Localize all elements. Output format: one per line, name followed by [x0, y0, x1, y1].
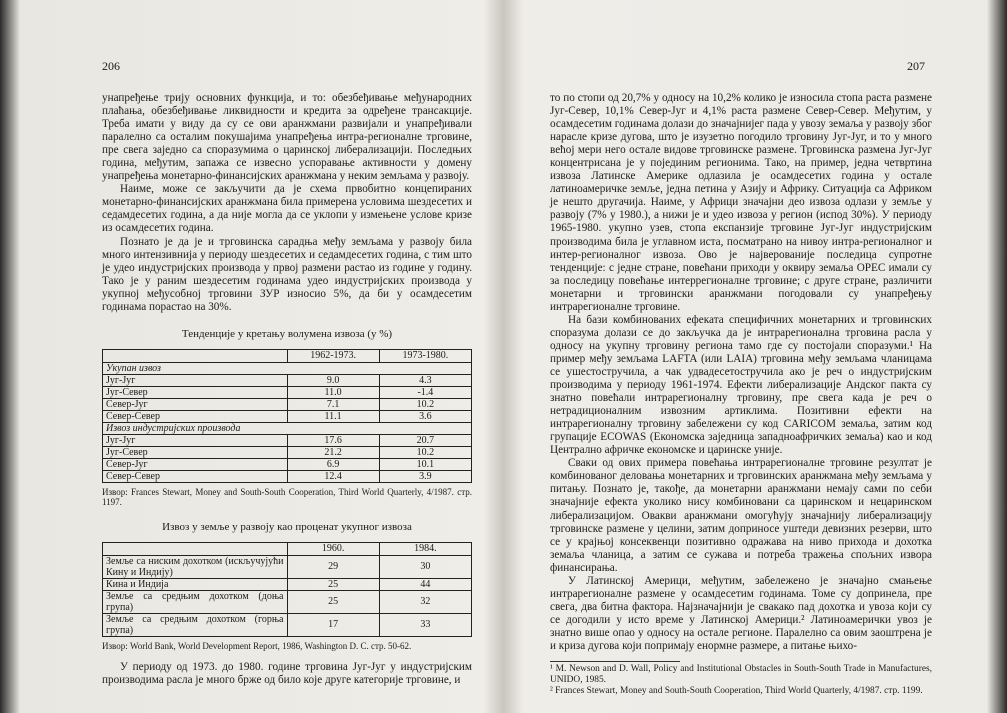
table-cell: 30 — [379, 555, 471, 578]
table-header — [103, 349, 288, 362]
table-cell: 21.2 — [287, 446, 379, 458]
table-group-label: Извоз индустријских производа — [103, 422, 472, 434]
table-row — [103, 578, 472, 590]
table-cell: 17 — [287, 613, 379, 636]
paragraph: унапређење трију основних функција, и то: обезбеђивање међународних плаћања, обезбеђивање ликвидности и кредита за одређене трансакције. Треба имати у виду да су се ови аранжмани развијали и унапређивали паралелно са осталим покушајима унапређења интра-регионалне трговине, пре свега заједно са споразумима о царинској либерализацији. Последњих година, међутим, запажа се извесно успоравање активности у домену унапређења монетарно-финансијских аранжмана у неким земљама у развоју. — [102, 92, 472, 183]
table-row — [103, 374, 472, 386]
footnote: ² Frances Stewart, Money and South-South Cooperation, Third World Quarterly, 4/1987. стр. 1199. — [550, 686, 923, 697]
table-cell: Југ-Север — [103, 386, 288, 398]
table-cell: Север-Север — [103, 470, 288, 482]
table-row — [103, 555, 472, 578]
right-page-body — [550, 92, 932, 697]
table-row — [103, 410, 472, 422]
table-row — [103, 470, 472, 482]
table-cell: Кина и Индија — [103, 578, 288, 590]
table-cell: 10.2 — [379, 398, 471, 410]
page-number: 206 — [102, 59, 120, 73]
table-header — [103, 542, 288, 555]
table-row — [103, 590, 472, 613]
table-cell: 25 — [287, 590, 379, 613]
table-cell: 12.4 — [287, 470, 379, 482]
paragraph: У Латинској Америци, међутим, забележено је значајно смањење интрарегионалне размене у осамдесетим годинама. Томе су допринела, пре свега, два битна фактора. Најзначајнији је свакако пад дохотка и увоза који су се догодили у исто време у Латинској Америци.² Латиноамерички увоз је знатно више опао у односу на остале регионе. Паралелно са овим заоштрена је и криза дугова који попримају енормне размере, а питање њихо- — [550, 574, 932, 652]
paragraph: Познато је да је и трговинска сарадња међу земљама у развоју била много интензивнија у периоду шездесетих и седамдесетих година, с тим што је удео индустријских производа у првој размени растао из године у годину. Тако је у раним шездесетим годинама удео индустријских производа у укупној међусобној трговини ЗУР износио 5%, да би у осамдесетим годинама порастао на 30%. — [102, 235, 472, 313]
table-cell: Земље са средњим дохотком (горња група) — [103, 613, 288, 636]
table-cell: Земље са ниским дохотком (искључујући Кину и Индију) — [103, 555, 288, 578]
table-cell: 4.3 — [379, 374, 471, 386]
table-cell: 11.0 — [287, 386, 379, 398]
table-cell: 17.6 — [287, 434, 379, 446]
table-cell: 10.2 — [379, 446, 471, 458]
table-cell: 20.7 — [379, 434, 471, 446]
footnote-separator — [550, 661, 680, 662]
table-title: Извоз у земље у развоју као проценат укупног извоза — [162, 520, 412, 533]
table-cell: Југ-Југ — [103, 374, 288, 386]
footnote: ¹ M. Newson and D. Wall, Policy and Institutional Obstacles in South-South Trade in Manufactures, UNIDO, 1985. — [550, 664, 932, 686]
table-source: Извор: World Bank, World Development Report, 1986, Washington D. C. стр. 50-62. — [102, 640, 412, 651]
table-cell: Север-Југ — [103, 458, 288, 470]
table-row — [103, 398, 472, 410]
table-cell: Земље са средњим дохотком (доња група) — [103, 590, 288, 613]
table-cell: 10.1 — [379, 458, 471, 470]
table-header: 1973-1980. — [379, 349, 471, 362]
page-number: 207 — [907, 59, 925, 73]
table-cell: Југ-Југ — [103, 434, 288, 446]
table-cell: Југ-Север — [103, 446, 288, 458]
table-row — [103, 446, 472, 458]
paragraph: Наиме, може се закључити да је схема првобитно концепираних монетарно-финансијских аранжмана била примерена условима шездесетих и седамдесетих година, а да није могла да се уклопи у измењене услове кризе из осамдесетих година. — [102, 183, 472, 235]
table-cell: 3.9 — [379, 470, 471, 482]
right-page — [510, 0, 992, 713]
left-page — [14, 0, 492, 713]
paragraph: На бази комбинованих ефеката специфичних монетарних и трговинских споразума долази се до закључка да је интрарегионална трговина расла у односу на укупну трговину региона тамо где су постојали споразуми.¹ На пример међу земљама LAFTA (или LAIA) трговина међу земљама чланицама се ушестостручила, а чак удвадесетостручила ако је реч о индустријским производима у периоду 1961-1974. Ефекти либерализације Андског пакта су знатно повећали интрарегионалну трговину, пре свега када је реч о нетрадиционалним извозним артиклима. Позитивни ефекти на интрарегионалну трговину забележени су код CARICOM земаља, затим код групације ECOWAS (Економска заједница западноафричких земаља) као и код Централно афричке економске и царинске уније. — [550, 313, 932, 457]
table-header: 1960. — [287, 542, 379, 555]
table-cell: 7.1 — [287, 398, 379, 410]
table-title: Тенденције у кретању волумена извоза (у %) — [181, 327, 393, 340]
table-cell: 44 — [379, 578, 471, 590]
table-cell: 33 — [379, 613, 471, 636]
export-volume-table — [102, 349, 472, 483]
export-share-table — [102, 542, 472, 637]
table-header: 1962-1973. — [287, 349, 379, 362]
table-row — [103, 434, 472, 446]
table-group-label: Укупан извоз — [103, 362, 472, 374]
paragraph: то по стопи од 20,7% у односу на 10,2% колико је износила стопа раста размене Југ-Север, 10,1% Север-Југ и 4,1% раста размене Север-Север. Међутим, у осамдесетим годинама долази до значајнијег пада у увозу земаља у развоју због нарасле кризе дугова, што је изузетно погодило трговину Југ-Југ, и то у много већој мери него остале видове трговинске размене. Трговинска размена Југ-Југ концентрисана је у појединим регионима. Тако, на пример, једна четвртина извоза Латинске Америке одлазила је осамдесетих година у остале латиноамеричке земље, једна петина у Азију и Африку. Ситуација са Африком је нешто другачија. Наиме, у Африци значајни део извоза одлази у земље у развоју (7% у 1980.), а нижи је и удео извоза у регион (испод 30%). У периоду 1965-1980. укупно узев, стопа експанзије трговине Југ-Југ индустријским производима била је углавном иста, посматрано на нивоу интра-регионалног и интер-регионалног извоза. Ово је најверованије последица супротне тенденције: с једне стране, повећани приходи у оквиру земаља OPEC имали су за последицу повећање интеррегионалне трговине; с друге стране, различити монетарни и трговински аранжмани погодовали су унапређењу интрарегионалне трговине. — [550, 92, 932, 313]
table-cell: 11.1 — [287, 410, 379, 422]
table-cell: -1.4 — [379, 386, 471, 398]
paragraph: Сваки од ових примера повећања интрарегионалне трговине резултат је комбинованог деловања монетарних и трговинских аранжмана међу земљама у питању. Познато је, такође, да монетарни аранжмани немају сами по себи значајније ефекта уколико нису комбиновани са царинском и нецаринском либерализацијом. Овакви аранжмани омогућују значајнију либерализацију трговинске размене у целини, затим доприносе уштеди девизних резерви, што се у крајњој консеквенци позитивно одражава на ниво прихода и дохотка земаља чланица, а затим се сужава и потреба тражења спољних извора финансирања. — [550, 457, 932, 574]
table-row — [103, 613, 472, 636]
table-row — [103, 386, 472, 398]
left-page-body — [102, 92, 472, 687]
table-cell: 29 — [287, 555, 379, 578]
paragraph: У периоду од 1973. до 1980. године трговина Југ-Југ у индустријским производима расла је много брже од било које друге категорије трговине, и — [102, 660, 472, 686]
table-cell: Север-Север — [103, 410, 288, 422]
table-cell: 25 — [287, 578, 379, 590]
table-source: Извор: Frances Stewart, Money and South-South Cooperation, Third World Quarterly, 4/1987. стр. 1197. — [102, 486, 472, 507]
table-cell: 32 — [379, 590, 471, 613]
table-row — [103, 458, 472, 470]
table-cell: 9.0 — [287, 374, 379, 386]
table-cell: 3.6 — [379, 410, 471, 422]
table-cell: 6.9 — [287, 458, 379, 470]
table-header: 1984. — [379, 542, 471, 555]
table-cell: Север-Југ — [103, 398, 288, 410]
